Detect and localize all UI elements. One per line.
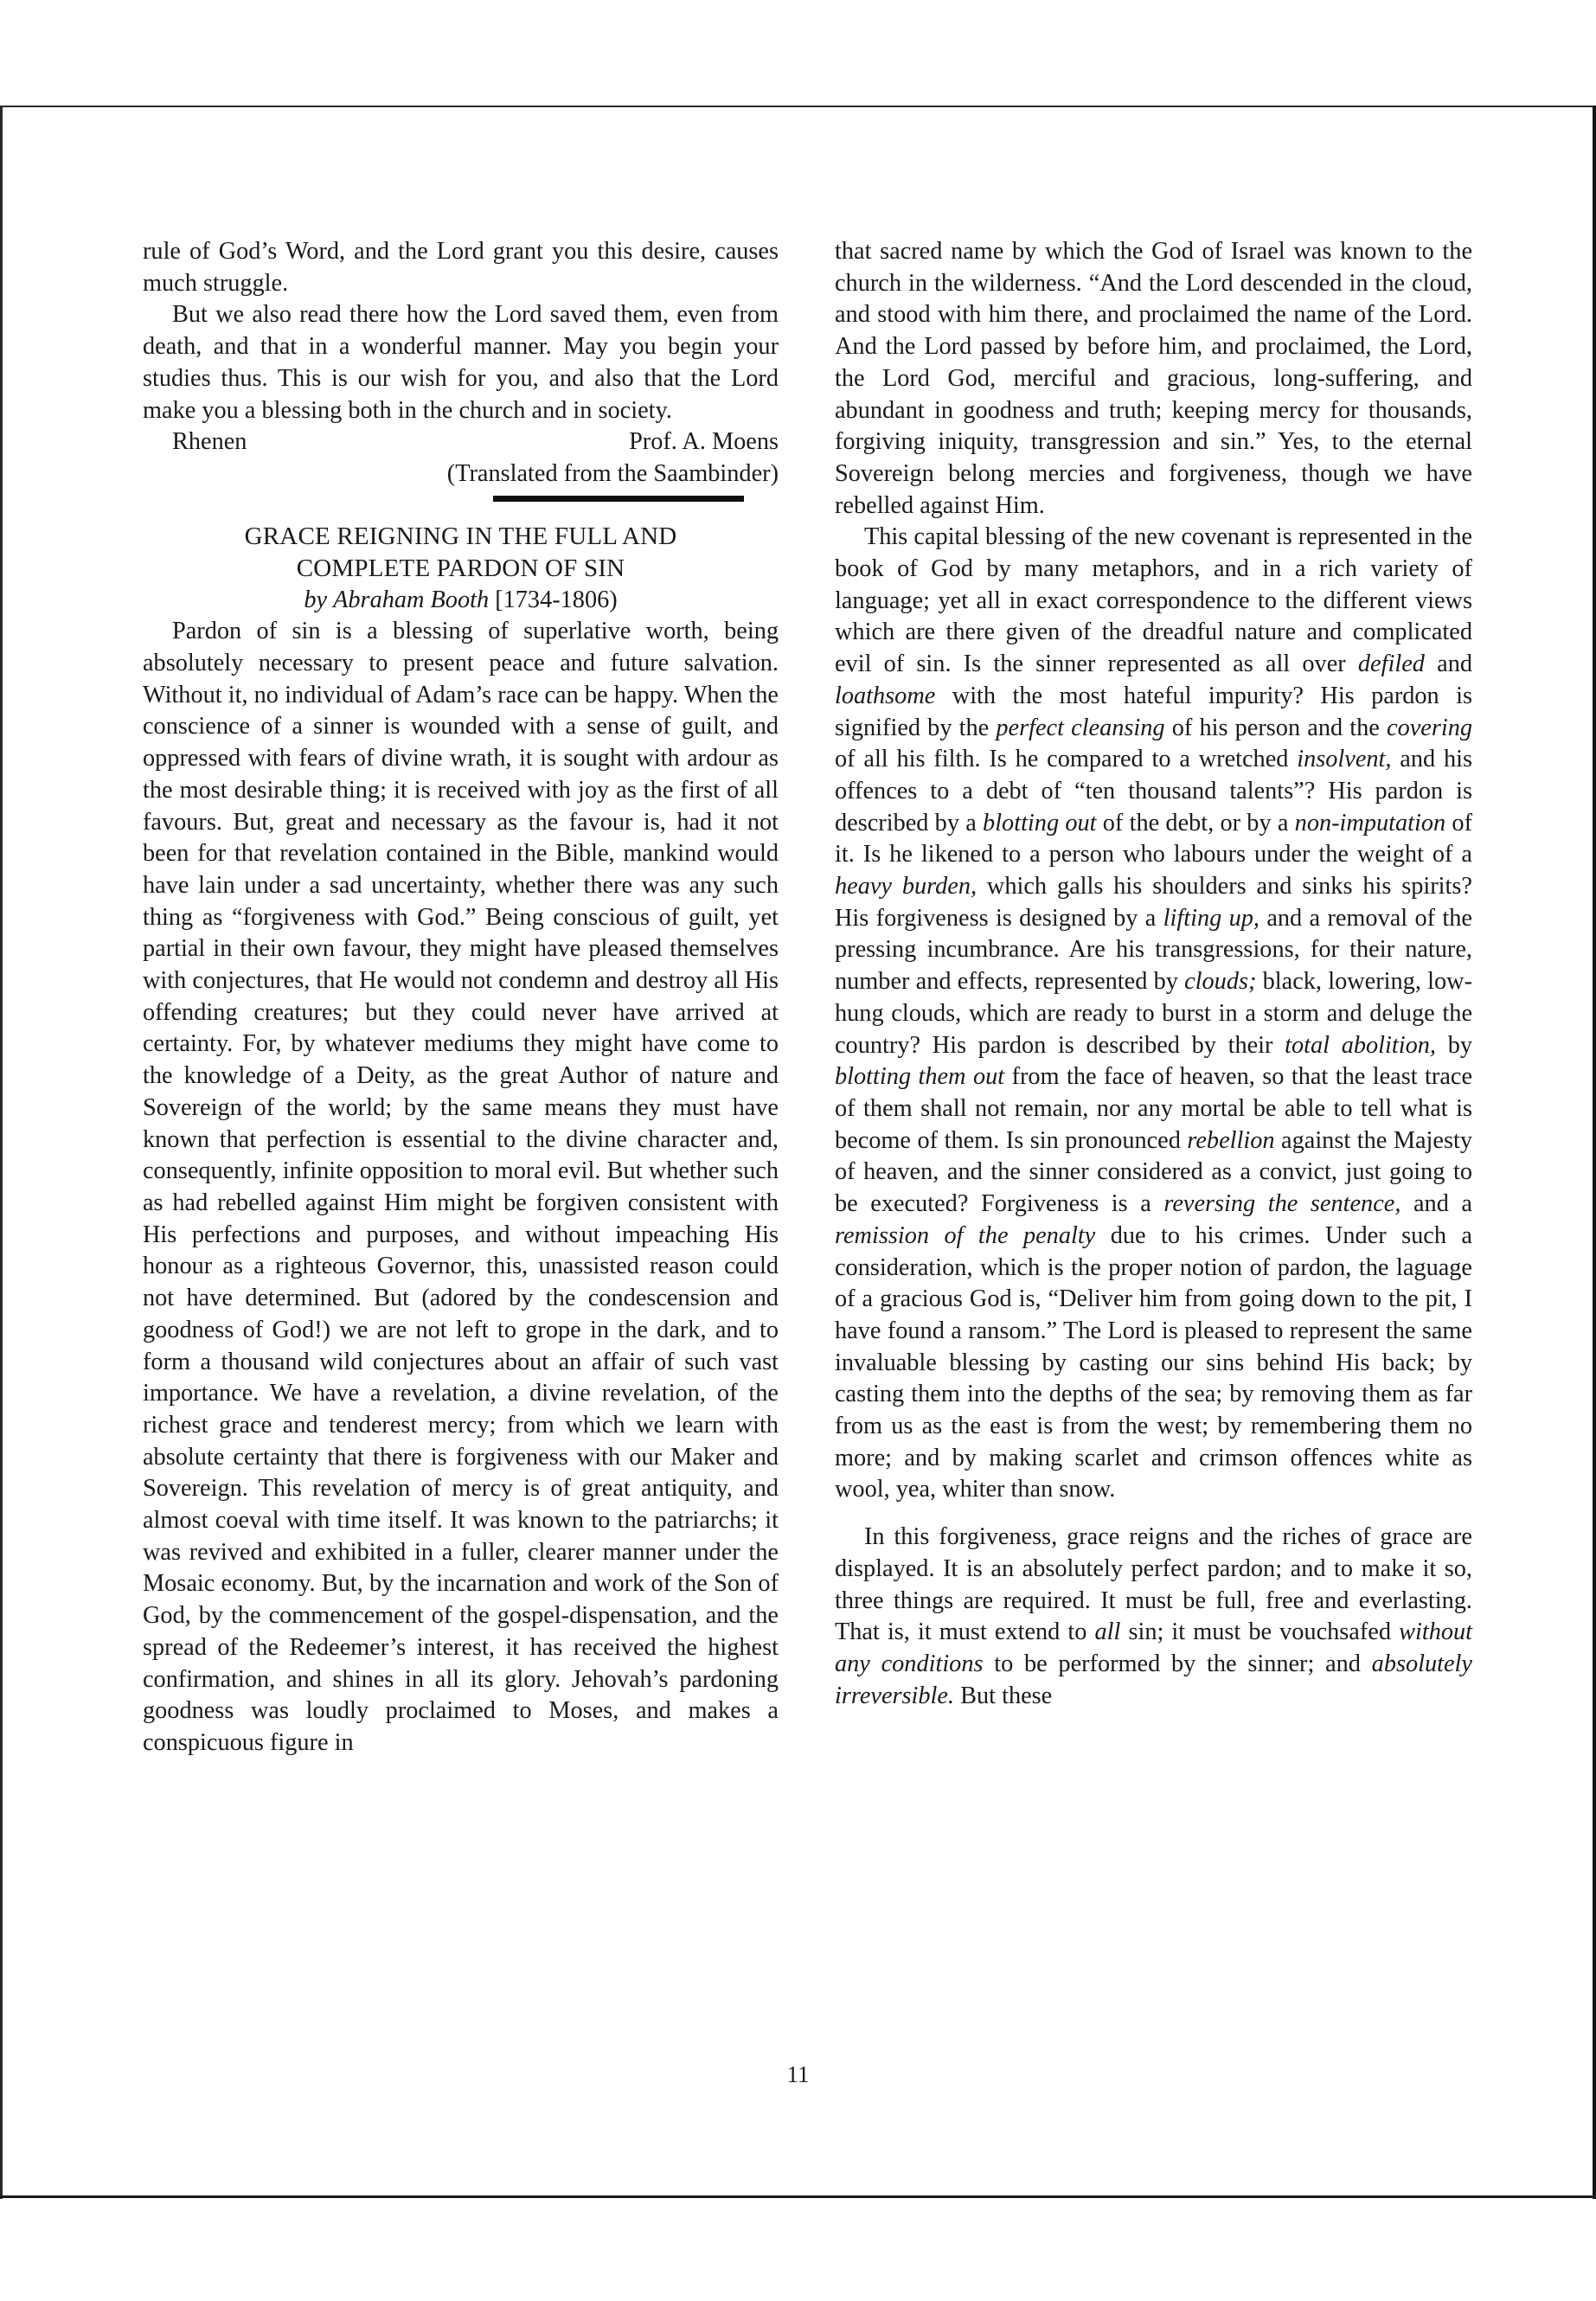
paragraph-closing-wish: But we also read there how the Lord saved them, even from death, and that in a wonderful manner. May you begin your studies thus. This is our wish for you, and also that the Lord make you a blessing both in the church and in society.	[143, 301, 779, 424]
signature-author: Prof. A. Moens	[629, 428, 779, 456]
byline-author: Abraham Booth	[333, 586, 490, 613]
translation-note: (Translated from the Saambinder)	[446, 459, 779, 487]
article-byline	[143, 585, 779, 617]
paragraph-grace-reigns: In this forgiveness, grace reigns and the riches of grace are displayed. It is an absolutely perfect pardon; and to make it so, three things are required. It must be full, free and everlasting. That is, it must extend to all sin; it must be vouchsafed without any conditions to be performed by the sinner; and absolutely irreversible. But these	[835, 1523, 1472, 1709]
page-number: 11	[786, 2061, 810, 2087]
article-title-line-1: GRACE REIGNING IN THE FULL AND	[244, 522, 677, 550]
article-title-line-2: COMPLETE PARDON OF SIN	[296, 554, 625, 582]
left-column	[143, 236, 779, 1759]
page-edge-right	[1593, 106, 1596, 2199]
byline-dates: [1734-1806)	[495, 586, 618, 613]
byline-prefix: by	[304, 586, 328, 613]
article-body-paragraph-1: Pardon of sin is a blessing of superlative worth, being absolutely necessary to present peace and future salvation. Without it, no individual of Adam’s race can be happy. When the conscience of a sinner is wounded with a sense of guilt, and oppressed with fears of divine wrath, it is sought with ardour as the most desirable thing; it is received with joy as the first of all favours. But, great and necessary as the favour is, had it not been for that revelation contained in the Bible, mankind would have lain under a sad uncertainty, whether there was any such thing as “forgiveness with God.” Being conscious of guilt, yet partial in their own favour, they might have pleased themselves with conjectures, that He would not condemn and destroy all His offending creatures; but they could never have arrived at certainty. For, by whatever mediums they might have come to the knowledge of a Deity, as the great Author of nature and Sovereign of the world; by the same means they must have known that perfection is essential to the divine character and, consequently, infinite opposition to moral evil. But whether such as had rebelled against Him might be forgiven consistent with His perfections and purposes, and without impeaching His honour as a righteous Governor, this, unassisted reason could not have determined. But (adored by the condescension and goodness of God!) we are not left to grope in the dark, and to form a thousand wild conjectures about an affair of such vast importance. We have a revelation, a divine revelation, of the richest grace and tenderest mercy; from which we learn with absolute certainty that there is forgiveness with our Maker and Sovereign. This revelation of mercy is of great antiquity, and almost coeval with time itself. It was known to the patriarchs; it was revived and exhibited in a fuller, clearer manner under the Mosaic economy. But, by the incarnation and work of the Son of God, by the commencement of the gospel-dispensation, and the spread of the Redeemer’s interest, it has received the highest confirmation, and shines in all its glory. Jehovah’s pardoning goodness was loudly proclaimed to Moses, and makes a conspicuous figure in	[143, 618, 779, 1756]
right-column	[835, 236, 1472, 1712]
section-divider	[493, 496, 744, 502]
page-edge-top	[0, 106, 1596, 107]
signature-line	[143, 426, 779, 458]
page-edge-bottom	[0, 2195, 1596, 2198]
paragraph-previous-article-end: rule of God’s Word, and the Lord grant you this desire, causes much struggle.	[143, 238, 779, 297]
paragraph-sacred-name: that sacred name by which the God of Israel was known to the church in the wilderness. “And the Lord descended in the cloud, and stood with him there, and proclaimed the name of the Lord. And the Lord passed by before him, and proclaimed, the Lord, the Lord God, merciful and gracious, long-suffering, and abundant in goodness and truth; keeping mercy for thousands, forgiving iniquity, transgression and sin.” Yes, to the eternal Sovereign belong mercies and forgiveness, though we have rebelled against Him.	[835, 238, 1472, 519]
signature-place: Rhenen	[172, 428, 247, 456]
page-edge-left	[0, 106, 3, 2199]
paragraph-capital-blessing: This capital blessing of the new covenant is represented in the book of God by many metaphors, and in a rich variety of language; yet all in exact correspondence to the different views which are there given of the dreadful nature and complicated evil of sin. Is the sinner represented as all over defiled and loathsome with the most hateful impurity? His pardon is signified by the perfect cleansing of his person and the covering of all his filth. Is he compared to a wretched insolvent, and his offences to a debt of “ten thousand talents”? His pardon is described by a blotting out of the debt, or by a non-imputation of it. Is he likened to a person who labours under the weight of a heavy burden, which galls his shoulders and sinks his spirits? His forgiveness is designed by a lifting up, and a removal of the pressing incumbrance. Are his transgressions, for their nature, number and effects, represented by clouds; black, lowering, low-hung clouds, which are ready to burst in a storm and deluge the country? His pardon is described by their total abolition, by blotting them out from the face of heaven, so that the least trace of them shall not remain, nor any mortal be able to tell what is become of them. Is sin pronounced rebellion against the Majesty of heaven, and the sinner considered as a convict, just going to be executed? Forgiveness is a reversing the sentence, and a remission of the penalty due to his crimes. Under such a consideration, which is the proper notion of pardon, the laguage of a gracious God is, “Deliver him from going down to the pit, I have found a ransom.” The Lord is pleased to represent the same invaluable blessing by casting our sins behind His back; by casting them into the depths of the sea; by removing them as far from us as the east is from the west; by remembering them no more; and by making scarlet and crimson offences white as wool, yea, whiter than snow.	[835, 523, 1473, 1503]
